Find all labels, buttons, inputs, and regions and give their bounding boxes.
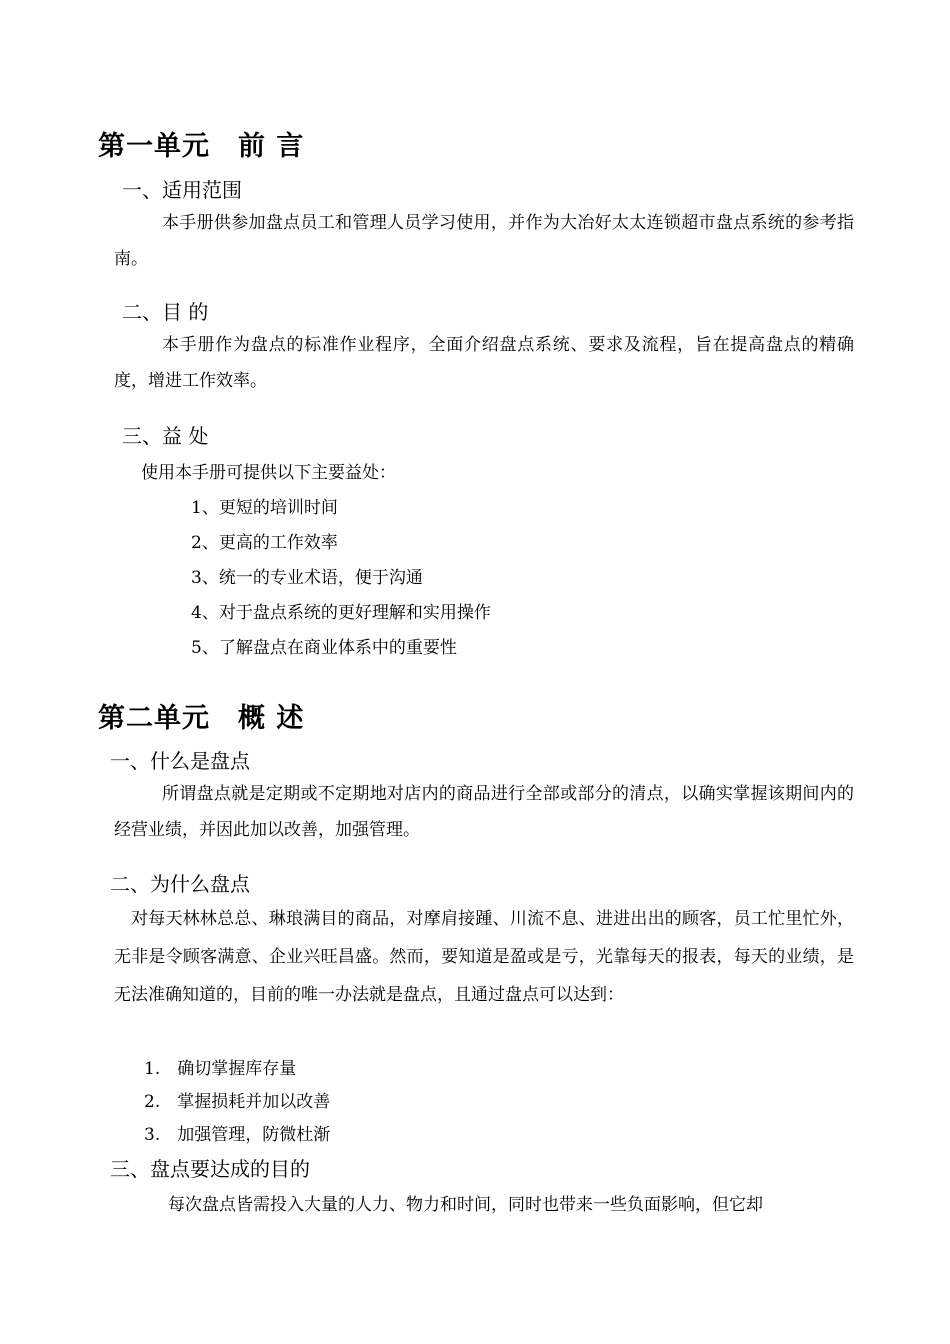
benefit-item: 4、对于盘点系统的更好理解和实用操作 — [191, 603, 491, 623]
unit1-section2-heading: 二、目 的 — [122, 300, 209, 324]
benefit-item: 2、更高的工作效率 — [191, 533, 338, 553]
unit2-number: 第二单元 — [98, 703, 210, 734]
benefit-item: 3、统一的专业术语，便于沟通 — [191, 568, 423, 588]
reason-item: 2. 掌握损耗并加以改善 — [144, 1092, 331, 1112]
unit1-subtitle: 前 言 — [238, 131, 305, 162]
reason-item: 3. 加强管理，防微杜渐 — [144, 1125, 331, 1145]
unit2-section3-heading: 三、盘点要达成的目的 — [110, 1157, 310, 1181]
reason-item: 1. 确切掌握库存量 — [144, 1059, 297, 1079]
unit2-subtitle: 概 述 — [238, 703, 305, 734]
unit1-section2-text: 本手册作为盘点的标准作业程序，全面介绍盘点系统、要求及流程，旨在提高盘点的精确度，增进工作效率。 — [114, 335, 854, 391]
unit2-section1-heading: 一、什么是盘点 — [110, 749, 250, 773]
unit2-section2-heading: 二、为什么盘点 — [110, 872, 250, 896]
unit1-section3-intro: 使用本手册可提供以下主要益处： — [141, 463, 396, 483]
unit1-title — [98, 124, 304, 163]
unit1-section1-heading: 一、适用范围 — [122, 178, 242, 202]
unit2-section1-text: 所谓盘点就是定期或不定期地对店内的商品进行全部或部分的清点，以确实掌握该期间内的经营业绩，并因此加以改善，加强管理。 — [114, 784, 854, 840]
unit1-number: 第一单元 — [98, 131, 210, 162]
unit2-section3-text: 每次盘点皆需投入大量的人力、物力和时间，同时也带来一些负面影响，但它却 — [168, 1195, 763, 1215]
benefit-item: 1、更短的培训时间 — [191, 498, 338, 518]
unit2-title — [98, 696, 304, 735]
benefit-item: 5、了解盘点在商业体系中的重要性 — [191, 638, 457, 658]
unit2-section2-text: 对每天林林总总、琳琅满目的商品，对摩肩接踵、川流不息、进进出出的顾客，员工忙里忙外，无非是令顾客满意、企业兴旺昌盛。然而，要知道是盈或是亏，光靠每天的报表，每天的业绩，是无法准确知道的，目前的唯一办法就是盘点，且通过盘点可以达到： — [114, 909, 854, 1005]
unit1-section1-text: 本手册供参加盘点员工和管理人员学习使用，并作为大冶好太太连锁超市盘点系统的参考指南。 — [114, 213, 854, 269]
unit1-section3-heading: 三、益 处 — [122, 424, 209, 448]
